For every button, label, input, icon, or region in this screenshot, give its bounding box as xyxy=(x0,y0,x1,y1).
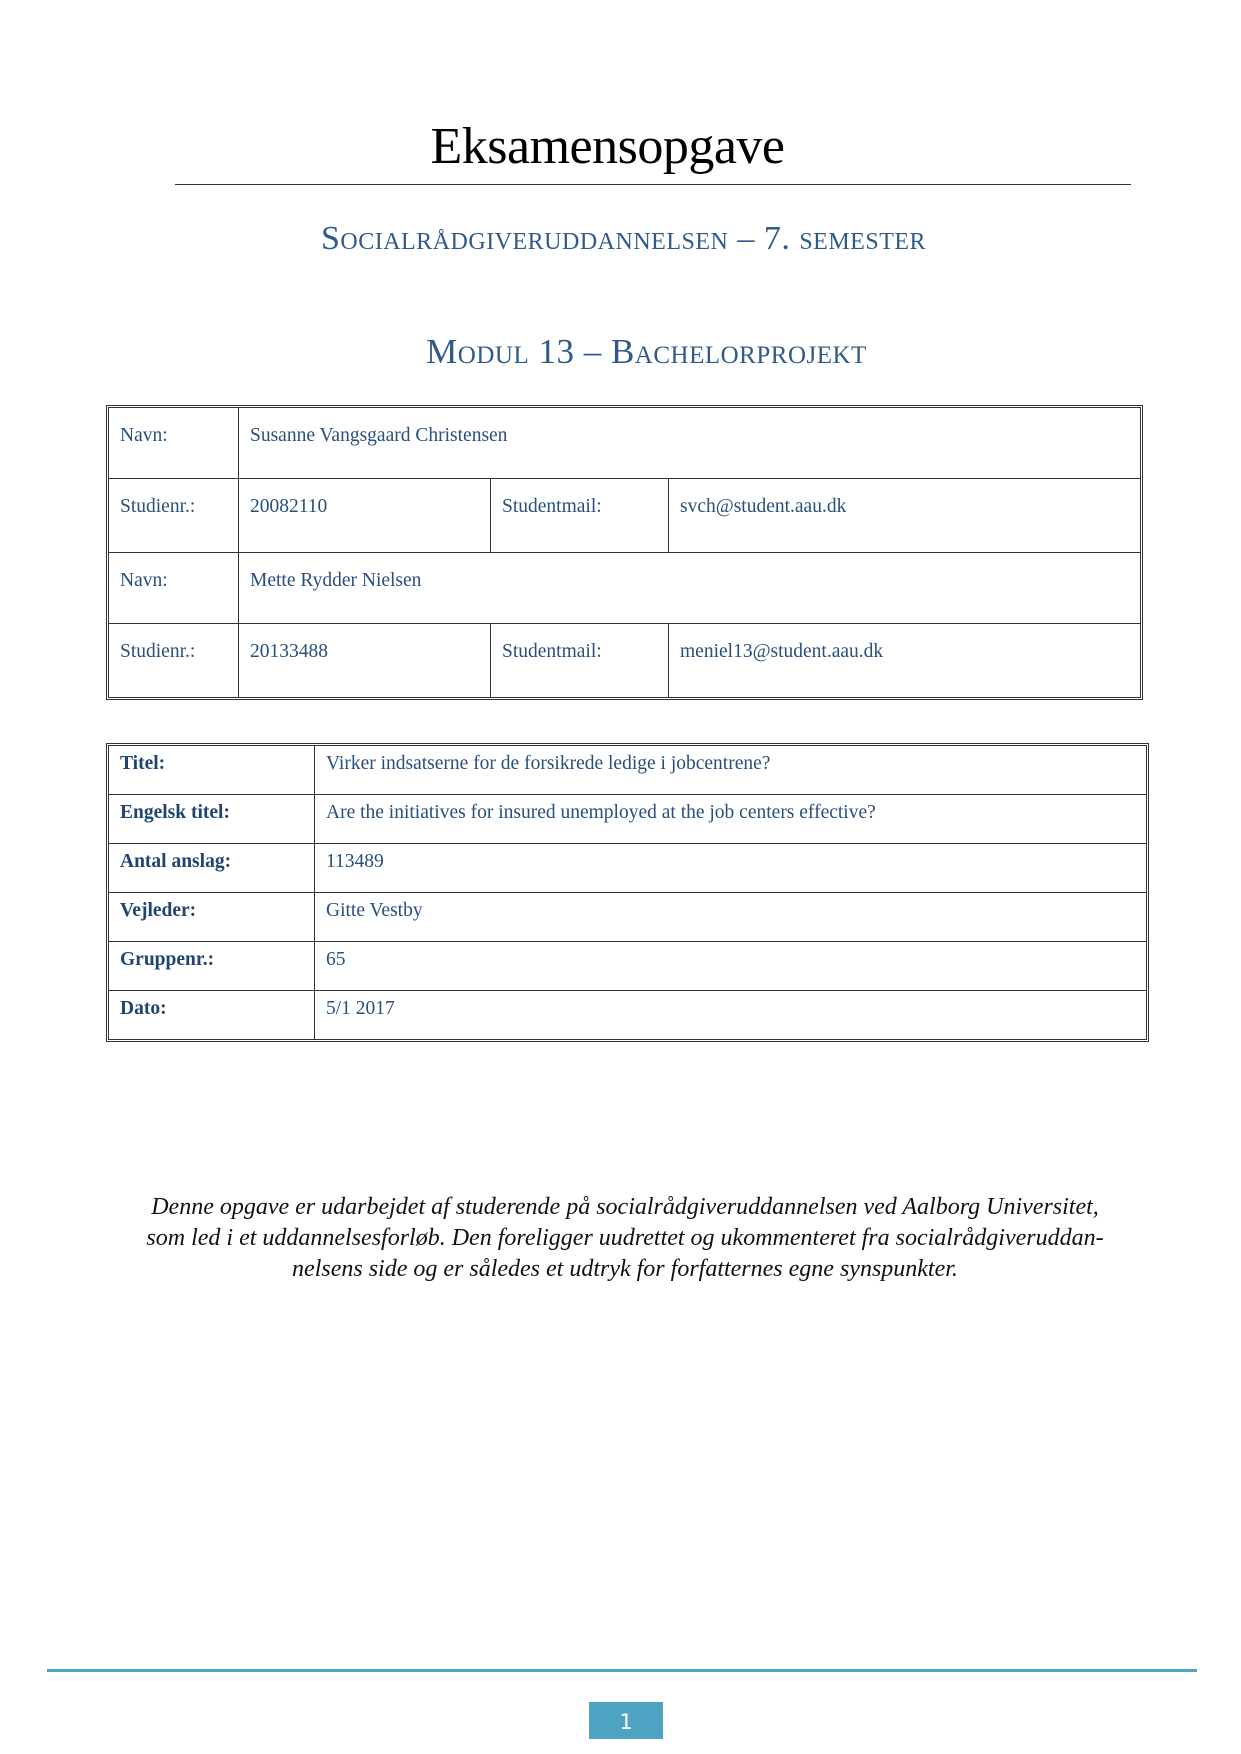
table-row xyxy=(109,795,1146,844)
page-title: Eksamensopgave xyxy=(430,118,785,175)
page-number: 1 xyxy=(589,1702,663,1739)
table-row xyxy=(109,408,1140,479)
char-count-value: 113489 xyxy=(315,844,1146,893)
table-row xyxy=(109,844,1146,893)
date-value: 5/1 2017 xyxy=(326,998,395,1019)
student-1-mail-label: Studentmail: xyxy=(491,479,669,553)
student-2-studnr: 20133488 xyxy=(239,624,491,697)
student-1-studnr-label: Studienr.: xyxy=(109,479,239,553)
table-row xyxy=(109,553,1140,624)
table-row xyxy=(109,942,1146,991)
program-subtitle: Socialrådgiveruddannelsen – 7. semester xyxy=(320,220,927,257)
table-row xyxy=(109,479,1140,553)
student-2-name: Mette Rydder Nielsen xyxy=(239,553,1140,624)
supervisor-value: Gitte Vestby xyxy=(315,893,1146,942)
table-row xyxy=(109,991,1146,1039)
student-1-name-label: Navn: xyxy=(109,408,239,479)
group-number-label: Gruppenr.: xyxy=(109,942,315,991)
student-1-name: Susanne Vangsgaard Christensen xyxy=(239,408,1140,479)
student-2-studnr-label: Studienr.: xyxy=(109,624,239,697)
student-1-mail: svch@student.aau.dk xyxy=(669,479,1140,553)
date-label: Dato: xyxy=(109,991,315,1039)
english-title-label: Engelsk titel: xyxy=(109,795,315,844)
student-1-studnr: 20082110 xyxy=(239,479,491,553)
footer-divider xyxy=(47,1669,1197,1672)
student-2-name-label: Navn: xyxy=(109,553,239,624)
supervisor-label: Vejleder: xyxy=(109,893,315,942)
project-info-table xyxy=(106,743,1149,1042)
group-number-value: 65 xyxy=(315,942,1146,991)
title-divider xyxy=(175,184,1131,185)
student-2-mail-label: Studentmail: xyxy=(491,624,669,697)
disclaimer-line: nelsens side og er således et udtryk for forfatternes egne synspunkter. xyxy=(292,1256,958,1282)
disclaimer-line: som led i et uddannelsesforløb. Den foreligger uudrettet og ukommenteret fra socialrådgiveruddan- xyxy=(146,1225,1104,1251)
disclaimer xyxy=(110,1192,1140,1285)
english-title-value: Are the initiatives for insured unemployed at the job centers effective? xyxy=(315,795,1146,844)
char-count-label: Antal anslag: xyxy=(109,844,315,893)
table-row xyxy=(109,746,1146,795)
title-label: Titel: xyxy=(109,746,315,795)
title-value: Virker indsatserne for de forsikrede ledige i jobcentrene? xyxy=(315,746,1146,795)
student-2-mail: meniel13@student.aau.dk xyxy=(680,641,884,662)
student-table xyxy=(106,405,1143,700)
table-row xyxy=(109,624,1140,697)
table-row xyxy=(109,893,1146,942)
module-subtitle: Modul 13 – Bachelorprojekt xyxy=(426,332,867,371)
disclaimer-line: Denne opgave er udarbejdet af studerende på socialrådgiveruddannelsen ved Aalborg Universitet, xyxy=(151,1194,1099,1220)
